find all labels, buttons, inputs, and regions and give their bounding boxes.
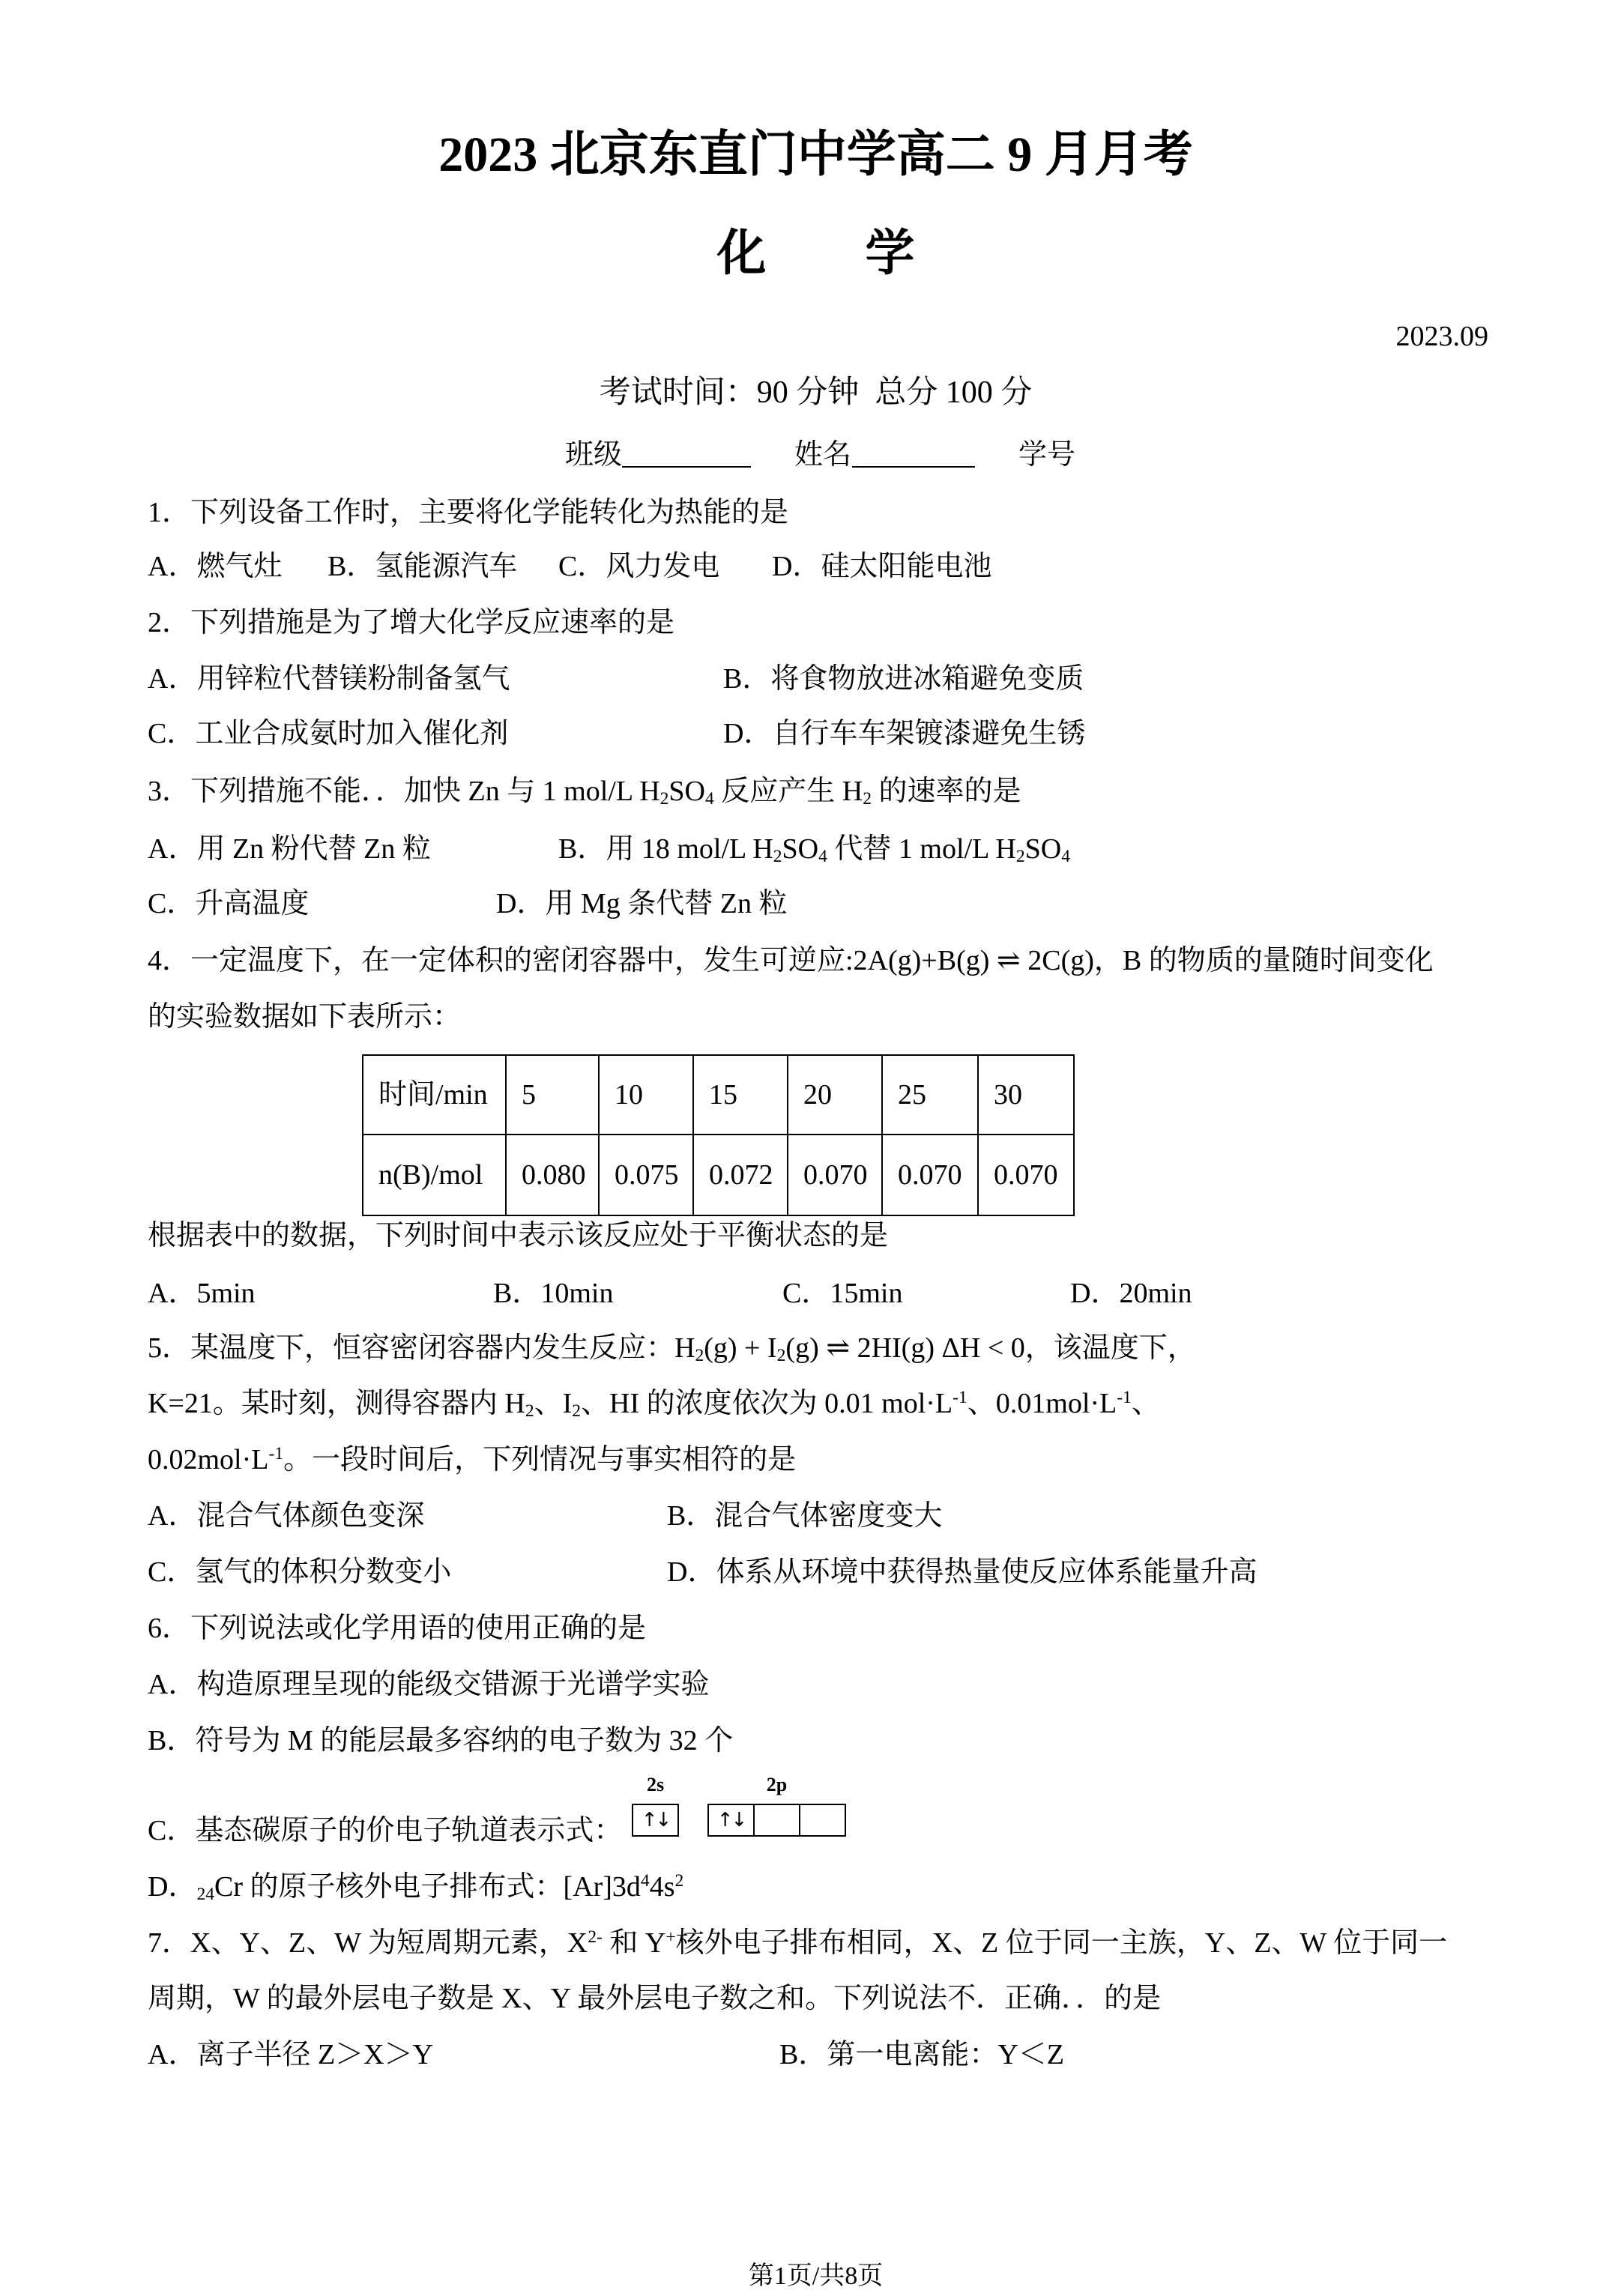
text-run: SO bbox=[668, 776, 705, 807]
q1-option-a: A．燃气灶 bbox=[148, 551, 283, 582]
text-run: 、HI 的浓度依次为 0.01 mol·L bbox=[581, 1388, 953, 1419]
text-run: (g) ⇌ 2HI(g) ΔH < 0，该温度下， bbox=[785, 1332, 1196, 1364]
subject-title: 化 学 bbox=[716, 226, 915, 281]
subscript: 2 bbox=[695, 1346, 704, 1366]
page-number: 第1页/共8页 bbox=[748, 2262, 884, 2290]
text-run: SO bbox=[782, 833, 819, 865]
exam-title: 2023 北京东直门中学高二 9 月月考 bbox=[438, 127, 1193, 182]
q5-stem-line-1 bbox=[148, 1329, 1196, 1367]
subscript: 2 bbox=[659, 789, 669, 809]
orbital-2p-box bbox=[753, 1804, 800, 1837]
table-cell: 0.070 bbox=[788, 1135, 882, 1215]
student-id-label: 学号 bbox=[1018, 439, 1076, 471]
q1-option-c: C．风力发电 bbox=[558, 551, 720, 582]
q2-option-d: D．自行车车架镀漆避免生锈 bbox=[723, 718, 1086, 749]
q6-option-b: B．符号为 M 的能层最多容纳的电子数为 32 个 bbox=[148, 1725, 734, 1756]
q5-stem-line-2 bbox=[148, 1385, 1160, 1422]
table-cell: n(B)/mol bbox=[363, 1135, 506, 1215]
subscript: 2 bbox=[1015, 847, 1025, 867]
superscript: -1 bbox=[953, 1388, 968, 1408]
orbital-2p-box bbox=[799, 1804, 846, 1837]
orbital-2s-box: ↑↓ bbox=[632, 1804, 679, 1837]
subscript: 4 bbox=[705, 789, 714, 809]
text-run: 的速率的是 bbox=[872, 776, 1021, 807]
q6-option-c: C．基态碳原子的价电子轨道表示式： bbox=[148, 1815, 623, 1846]
text-run: 4s bbox=[649, 1871, 675, 1903]
q3-option-d: D．用 Mg 条代替 Zn 粒 bbox=[496, 888, 788, 919]
table-header-cell: 30 bbox=[978, 1055, 1074, 1135]
q6-option-d bbox=[148, 1868, 683, 1906]
subscript: 2 bbox=[572, 1401, 582, 1422]
table-cell: 0.075 bbox=[599, 1135, 693, 1215]
q7-option-b: B．第一电离能：Y＜Z bbox=[779, 2039, 1065, 2070]
text-run: 、0.01mol·L bbox=[967, 1388, 1117, 1419]
subscript: 4 bbox=[1061, 847, 1070, 867]
superscript: -1 bbox=[268, 1444, 284, 1464]
q2-stem: 2．下列措施是为了增大化学反应速率的是 bbox=[148, 607, 675, 638]
text-run: Cr 的原子核外电子排布式：[Ar]3d bbox=[214, 1871, 641, 1903]
table-header-cell: 25 bbox=[882, 1055, 978, 1135]
q3-stem bbox=[148, 773, 1021, 810]
q5-option-b: B．混合气体密度变大 bbox=[667, 1500, 943, 1532]
table-header-cell: 10 bbox=[599, 1055, 693, 1135]
orbital-2s-label: 2s bbox=[646, 1774, 665, 1795]
table-header-cell: 5 bbox=[506, 1055, 599, 1135]
table-cell: 0.072 bbox=[693, 1135, 788, 1215]
table-header-row bbox=[363, 1055, 1074, 1135]
q5-stem-line-3 bbox=[148, 1441, 796, 1478]
orbital-2p-label: 2p bbox=[766, 1774, 788, 1795]
table-header-cell: 15 bbox=[693, 1055, 788, 1135]
q4-option-b: B．10min bbox=[493, 1278, 614, 1309]
q5-option-c: C．氢气的体积分数变小 bbox=[148, 1556, 452, 1588]
table-cell: 0.070 bbox=[978, 1135, 1074, 1215]
table-row bbox=[363, 1135, 1074, 1215]
text-run: 5．某温度下，恒容密闭容器内发生反应：H bbox=[148, 1332, 695, 1364]
table-cell: 0.070 bbox=[882, 1135, 978, 1215]
text-run: D． bbox=[148, 1871, 197, 1903]
text-run: (g) + I bbox=[704, 1332, 777, 1364]
q1-option-d: D．硅太阳能电池 bbox=[772, 551, 992, 582]
q3-option-a: A．用 Zn 粉代替 Zn 粒 bbox=[148, 833, 431, 865]
text-run: 0.02mol·L bbox=[148, 1444, 269, 1475]
q6-stem: 6．下列说法或化学用语的使用正确的是 bbox=[148, 1613, 647, 1644]
superscript: + bbox=[665, 1927, 676, 1948]
q7-stem-line-2: 周期，W 的最外层电子数是 X、Y 最外层电子数之和。下列说法不．正确．．的是 bbox=[148, 1983, 1162, 2014]
q2-option-b: B．将食物放进冰箱避免变质 bbox=[723, 663, 1084, 695]
text-run: 、 bbox=[1131, 1388, 1160, 1419]
superscript: 4 bbox=[640, 1871, 650, 1891]
superscript: -1 bbox=[1117, 1388, 1132, 1408]
text-run: 3．下列措施不能．．加快 Zn 与 1 mol/L H bbox=[148, 776, 660, 807]
table-cell: 0.080 bbox=[506, 1135, 599, 1215]
superscript: 2 bbox=[674, 1871, 684, 1891]
exam-date: 2023.09 bbox=[1395, 321, 1488, 352]
q5-option-a: A．混合气体颜色变深 bbox=[148, 1500, 425, 1532]
subscript: 2 bbox=[525, 1401, 534, 1422]
class-blank bbox=[622, 466, 751, 468]
subscript: 2 bbox=[863, 789, 872, 809]
text-run: B．用 18 mol/L H bbox=[558, 833, 773, 865]
text-run: 、I bbox=[534, 1388, 573, 1419]
table-header-cell: 时间/min bbox=[363, 1055, 506, 1135]
subscript: 2 bbox=[773, 847, 782, 867]
text-run: 反应产生 H bbox=[713, 776, 863, 807]
q1-option-b: B．氢能源汽车 bbox=[327, 551, 518, 582]
q6-option-a: A．构造原理呈现的能级交错源于光谱学实验 bbox=[148, 1669, 710, 1700]
text-run: K=21。某时刻，测得容器内 H bbox=[148, 1388, 525, 1419]
q7-stem-line-1 bbox=[148, 1924, 1447, 1962]
orbital-2p-box: ↑↓ bbox=[707, 1804, 755, 1837]
table-header-cell: 20 bbox=[788, 1055, 882, 1135]
text-run: 和 Y bbox=[602, 1927, 666, 1959]
q4-question: 根据表中的数据，下列时间中表示该反应处于平衡状态的是 bbox=[148, 1220, 889, 1251]
text-run: SO bbox=[1024, 833, 1062, 865]
name-blank bbox=[852, 466, 975, 468]
q1-stem: 1．下列设备工作时，主要将化学能转化为热能的是 bbox=[148, 497, 789, 528]
q4-stem-line-1: 4．一定温度下，在一定体积的密闭容器中，发生可逆应:2A(g)+B(g) ⇌ 2C(g)，B 的物质的量随时间变化 bbox=[148, 945, 1434, 976]
data-table bbox=[362, 1054, 1075, 1216]
q4-option-d: D．20min bbox=[1070, 1278, 1192, 1309]
exam-info: 考试时间：90 分钟 总分 100 分 bbox=[599, 375, 1033, 410]
subscript: 2 bbox=[776, 1346, 786, 1366]
q7-option-a: A．离子半径 Z＞X＞Y bbox=[148, 2039, 434, 2070]
q3-option-b bbox=[558, 830, 1070, 868]
q3-option-c: C．升高温度 bbox=[148, 888, 310, 919]
q4-option-a: A．5min bbox=[148, 1278, 256, 1309]
name-label: 姓名 bbox=[794, 439, 852, 471]
q5-option-d: D．体系从环境中获得热量使反应体系能量升高 bbox=[667, 1556, 1258, 1588]
subscript: 24 bbox=[196, 1885, 214, 1905]
subscript: 4 bbox=[818, 847, 827, 867]
text-run: 。一段时间后，下列情况与事实相符的是 bbox=[283, 1444, 797, 1475]
q2-option-a: A．用锌粒代替镁粉制备氢气 bbox=[148, 663, 510, 695]
class-label: 班级 bbox=[565, 439, 623, 471]
q2-option-c: C．工业合成氨时加入催化剂 bbox=[148, 718, 509, 749]
q4-stem-line-2: 的实验数据如下表所示： bbox=[148, 1001, 462, 1033]
text-run: 7．X、Y、Z、W 为短周期元素，X bbox=[148, 1927, 588, 1959]
text-run: 代替 1 mol/L H bbox=[827, 833, 1016, 865]
text-run: 核外电子排布相同，X、Z 位于同一主族，Y、Z、W 位于同一 bbox=[675, 1927, 1448, 1959]
q4-option-c: C．15min bbox=[782, 1278, 903, 1309]
superscript: 2- bbox=[588, 1927, 603, 1948]
